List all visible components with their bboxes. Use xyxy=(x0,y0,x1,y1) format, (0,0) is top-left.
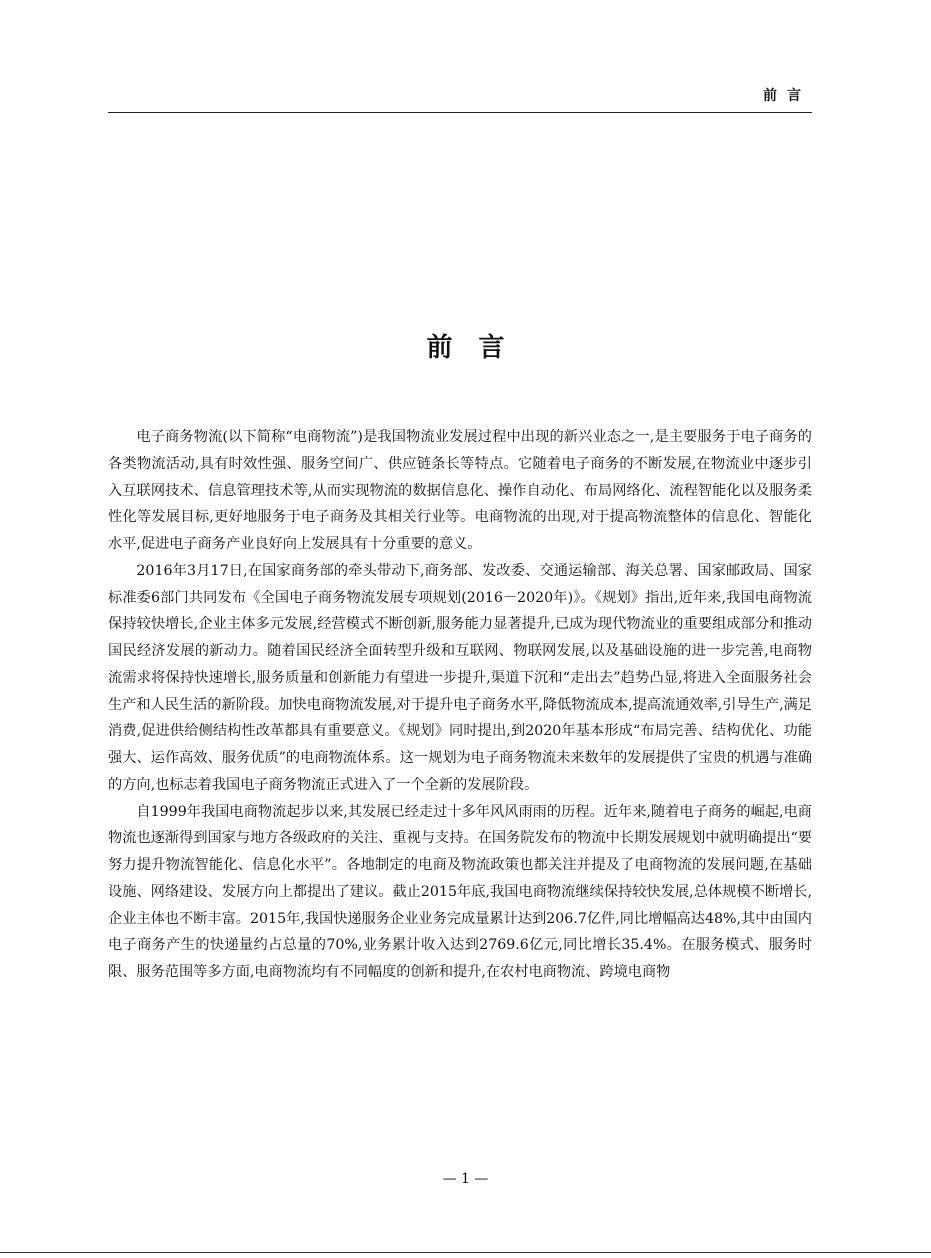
paragraph-1: 电子商务物流(以下简称“电商物流”)是我国物流业发展过程中出现的新兴业态之一,是主要服务于电子商务的各类物流活动,具有时效性强、服务空间广、供应链条长等特点。它随着电子商务的不断发展,在物流业中逐步引入互联网技术、信息管理技术等,从而实现物流的数据信息化、操作自动化、布局网络化、流程智能化以及服务柔性化等发展目标,更好地服务于电子商务及其相关行业等。电商物流的出现,对于提高物流整体的信息化、智能化水平,促进电子商务产业良好向上发展具有十分重要的意义。 xyxy=(108,429,812,552)
running-header: 前言 xyxy=(763,88,811,104)
paragraph-3: 自1999年我国电商物流起步以来,其发展已经走过十多年风风雨雨的历程。近年来,随着电子商务的崛起,电商物流也逐渐得到国家与地方各级政府的关注、重视与支持。在国务院发布的物流中长期发展规划中就明确提出“要努力提升物流智能化、信息化水平”。各地制定的电商及物流政策也都关注并提及了电商物流的发展问题,在基础设施、网络建设、发展方向上都提出了建议。截止2015年底,我国电商物流继续保持较快发展,总体规模不断增长,企业主体也不断丰富。2015年,我国快递服务企业业务完成量累计达到206.7亿件,同比增幅高达48%,其中由国内电子商务产生的快递量约占总量的70%,业务累计收入达到2769.6亿元,同比增长35.4%。在服务模式、服务时限、服务范围等多方面,电商物流均有不同幅度的创新和提升,在农村电商物流、跨境电商物 xyxy=(108,803,812,980)
paragraph-2: 2016年3月17日,在国家商务部的牵头带动下,商务部、发改委、交通运输部、海关总署、国家邮政局、国家标准委6部门共同发布《全国电子商务物流发展专项规划(2016－2020年)》。《规划》指出,近年来,我国电商物流保持较快增长,企业主体多元发展,经营模式不断创新,服务能力显著提升,已成为现代物流业的重要组成部分和推动国民经济发展的新动力。随着国民经济全面转型升级和互联网、物联网发展,以及基础设施的进一步完善,电商物流需求将保持快速增长,服务质量和创新能力有望进一步提升,渠道下沉和“走出去”趋势凸显,将进入全面服务社会生产和人民生活的新阶段。加快电商物流发展,对于提升电子商务水平,降低物流成本,提高流通效率,引导生产,满足消费,促进供给侧结构性改革都具有重要意义。《规划》同时提出,到2020年基本形成“布局完善、结构优化、功能强大、运作高效、服务优质”的电商物流体系。这一规划为电子商务物流未来数年的发展提供了宝贵的机遇与准确的方向,也标志着我国电子商务物流正式进入了一个全新的发展阶段。 xyxy=(108,562,812,793)
bottom-rule xyxy=(0,1252,931,1253)
page-number: — 1 — xyxy=(442,1171,489,1187)
body-text xyxy=(108,424,812,986)
header-rule xyxy=(108,112,812,113)
page-title: 前言 xyxy=(426,333,531,363)
